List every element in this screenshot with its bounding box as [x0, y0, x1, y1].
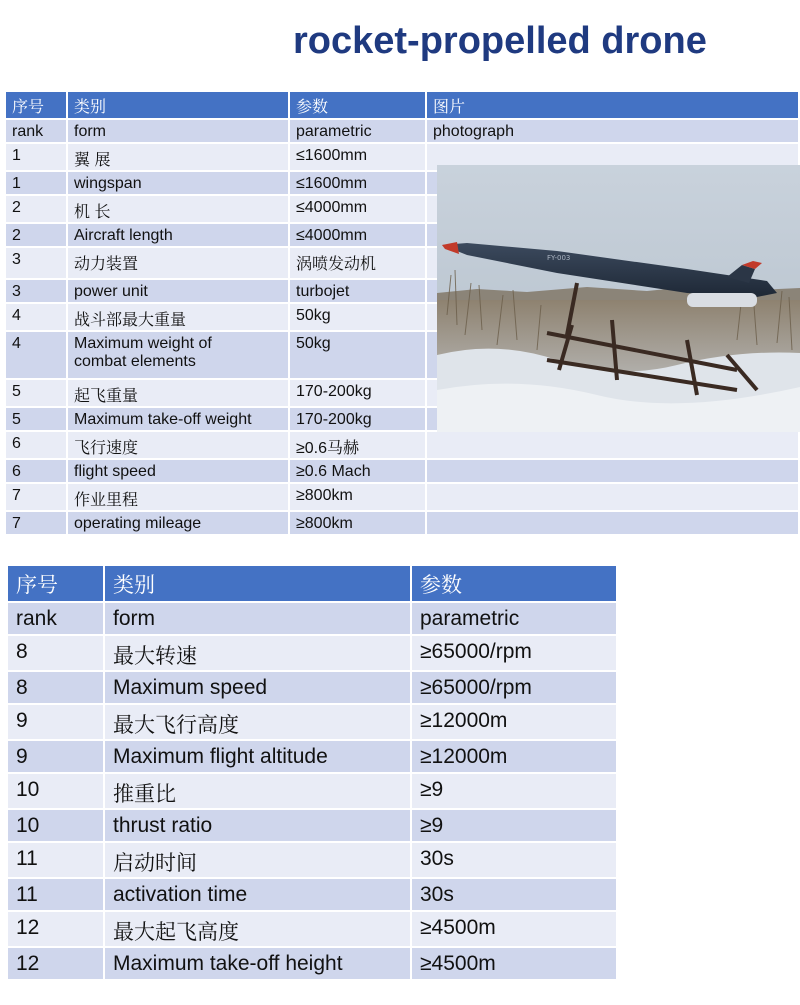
- cell-value: ≥4500m: [412, 948, 618, 981]
- cell-rank: 10: [8, 810, 105, 843]
- cell-value: ≥0.6 Mach: [290, 460, 427, 484]
- photo-cell: [427, 484, 800, 512]
- cell-rank: 1: [6, 172, 68, 196]
- table-subheader-row: [8, 603, 618, 636]
- cell-rank: 9: [8, 741, 105, 774]
- subheader-parametric: parametric: [412, 603, 618, 636]
- subheader-rank: rank: [8, 603, 105, 636]
- header-parametric: 参数: [412, 566, 618, 603]
- cell-value: ≤1600mm: [290, 172, 427, 196]
- cell-value: 50kg: [290, 304, 427, 332]
- table-row: [6, 512, 800, 536]
- cell-rank: 12: [8, 912, 105, 948]
- cell-value: ≥800km: [290, 484, 427, 512]
- cell-rank: 4: [6, 304, 68, 332]
- cell-rank: 10: [8, 774, 105, 810]
- cell-form: thrust ratio: [105, 810, 412, 843]
- cell-form: Maximum take-off weight: [68, 408, 290, 432]
- cell-value: ≥12000m: [412, 741, 618, 774]
- cell-value: 涡喷发动机: [290, 248, 427, 280]
- cell-form: 启动时间: [105, 843, 412, 879]
- cell-form: 最大飞行高度: [105, 705, 412, 741]
- cell-rank: 8: [8, 672, 105, 705]
- cell-value: ≥800km: [290, 512, 427, 536]
- spec-table-2: [8, 566, 618, 981]
- cell-rank: 6: [6, 432, 68, 460]
- photo-cell: [427, 432, 800, 460]
- cell-value: turbojet: [290, 280, 427, 304]
- photo-cell: [427, 512, 800, 536]
- cell-rank: 5: [6, 380, 68, 408]
- header-form: 类别: [68, 92, 290, 120]
- subheader-parametric: parametric: [290, 120, 427, 144]
- cell-form: 飞行速度: [68, 432, 290, 460]
- cell-form: activation time: [105, 879, 412, 912]
- cell-value: ≤1600mm: [290, 144, 427, 172]
- cell-form: power unit: [68, 280, 290, 304]
- cell-form: Maximum speed: [105, 672, 412, 705]
- table-row: [8, 948, 618, 981]
- cell-value: ≥0.6马赫: [290, 432, 427, 460]
- table-header-row: [8, 566, 618, 603]
- subheader-rank: rank: [6, 120, 68, 144]
- cell-rank: 6: [6, 460, 68, 484]
- cell-value: 30s: [412, 879, 618, 912]
- cell-rank: 7: [6, 484, 68, 512]
- cell-value: ≥9: [412, 774, 618, 810]
- cell-rank: 1: [6, 144, 68, 172]
- cell-value: ≤4000mm: [290, 196, 427, 224]
- cell-value: 30s: [412, 843, 618, 879]
- cell-form: Maximum flight altitude: [105, 741, 412, 774]
- drone-photo: [437, 165, 800, 432]
- cell-value: ≥12000m: [412, 705, 618, 741]
- header-rank: 序号: [6, 92, 68, 120]
- table-header-row: [6, 92, 800, 120]
- cell-value: ≤4000mm: [290, 224, 427, 248]
- table-row: [6, 432, 800, 460]
- page-title: rocket-propelled drone: [293, 20, 707, 62]
- header-parametric: 参数: [290, 92, 427, 120]
- cell-form: Aircraft length: [68, 224, 290, 248]
- cell-rank: 11: [8, 879, 105, 912]
- subheader-photograph: photograph: [427, 120, 800, 144]
- cell-form: Maximum weight of combat elements: [68, 332, 290, 380]
- subheader-form: form: [68, 120, 290, 144]
- cell-form: Maximum take-off height: [105, 948, 412, 981]
- cell-form: 最大起飞高度: [105, 912, 412, 948]
- table-row: [6, 460, 800, 484]
- cell-rank: 9: [8, 705, 105, 741]
- cell-form: 推重比: [105, 774, 412, 810]
- cell-rank: 4: [6, 332, 68, 380]
- cell-value: ≥65000/rpm: [412, 672, 618, 705]
- table-row: [8, 810, 618, 843]
- cell-rank: 8: [8, 636, 105, 672]
- cell-value: ≥4500m: [412, 912, 618, 948]
- cell-form: 最大转速: [105, 636, 412, 672]
- cell-value: 50kg: [290, 332, 427, 380]
- table-row: [8, 741, 618, 774]
- table-row: [8, 879, 618, 912]
- cell-form: operating mileage: [68, 512, 290, 536]
- cell-value: 170-200kg: [290, 408, 427, 432]
- cell-form: 翼 展: [68, 144, 290, 172]
- subheader-form: form: [105, 603, 412, 636]
- cell-value: ≥65000/rpm: [412, 636, 618, 672]
- cell-form: wingspan: [68, 172, 290, 196]
- table-row: [8, 843, 618, 879]
- header-rank: 序号: [8, 566, 105, 603]
- cell-rank: 3: [6, 280, 68, 304]
- table-row: [8, 912, 618, 948]
- cell-rank: 2: [6, 196, 68, 224]
- cell-rank: 12: [8, 948, 105, 981]
- photo-cell: [427, 460, 800, 484]
- cell-form: 起飞重量: [68, 380, 290, 408]
- cell-form: 机 长: [68, 196, 290, 224]
- cell-form: 战斗部最大重量: [68, 304, 290, 332]
- fuselage-marking: FY-003: [547, 254, 571, 262]
- table-row: [8, 636, 618, 672]
- cell-rank: 2: [6, 224, 68, 248]
- table-row: [8, 705, 618, 741]
- cell-rank: 3: [6, 248, 68, 280]
- cell-form: flight speed: [68, 460, 290, 484]
- cell-rank: 5: [6, 408, 68, 432]
- table-subheader-row: [6, 120, 800, 144]
- table-row: [8, 672, 618, 705]
- cell-value: 170-200kg: [290, 380, 427, 408]
- cell-rank: 7: [6, 512, 68, 536]
- cell-form: 动力装置: [68, 248, 290, 280]
- cell-form: 作业里程: [68, 484, 290, 512]
- table-row: [6, 484, 800, 512]
- table-row: [8, 774, 618, 810]
- header-form: 类别: [105, 566, 412, 603]
- cell-value: ≥9: [412, 810, 618, 843]
- header-photograph: 图片: [427, 92, 800, 120]
- cell-rank: 11: [8, 843, 105, 879]
